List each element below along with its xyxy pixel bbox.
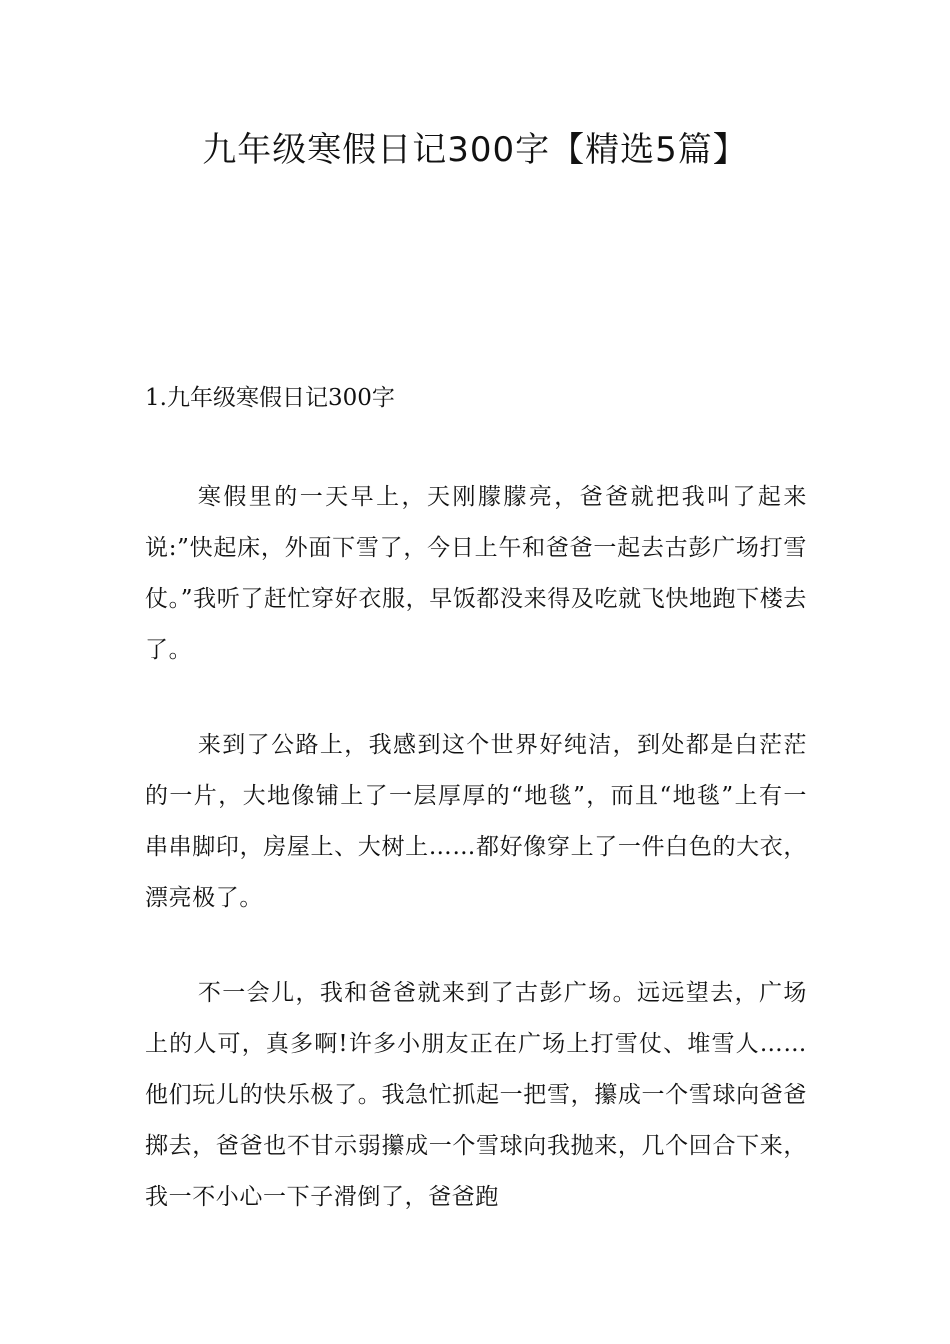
paragraph: 来到了公路上，我感到这个世界好纯洁，到处都是白茫茫的一片，大地像铺上了一层厚厚的“地毯”，而且“地毯”上有一串串脚印，房屋上、大树上……都好像穿上了一件白色的大衣，漂亮极了。 xyxy=(145,732,807,911)
paragraph: 寒假里的一天早上，天刚朦朦亮，爸爸就把我叫了起来说:”快起床，外面下雪了，今日上午和爸爸一起去古彭广场打雪仗。”我听了赶忙穿好衣服，早饭都没来得及吃就飞快地跑下楼去了。 xyxy=(145,484,807,663)
section-heading: 1.九年级寒假日记300字 xyxy=(145,385,395,411)
document-title: 九年级寒假日记300字【精选5篇】 xyxy=(202,130,748,170)
paragraph: 不一会儿，我和爸爸就来到了古彭广场。远远望去，广场上的人可，真多啊!许多小朋友正在广场上打雪仗、堆雪人……他们玩儿的快乐极了。我急忙抓起一把雪，攥成一个雪球向爸爸掷去，爸爸也不甘示弱攥成一个雪球向我抛来，几个回合下来，我一不小心一下子滑倒了，爸爸跑 xyxy=(145,980,807,1210)
